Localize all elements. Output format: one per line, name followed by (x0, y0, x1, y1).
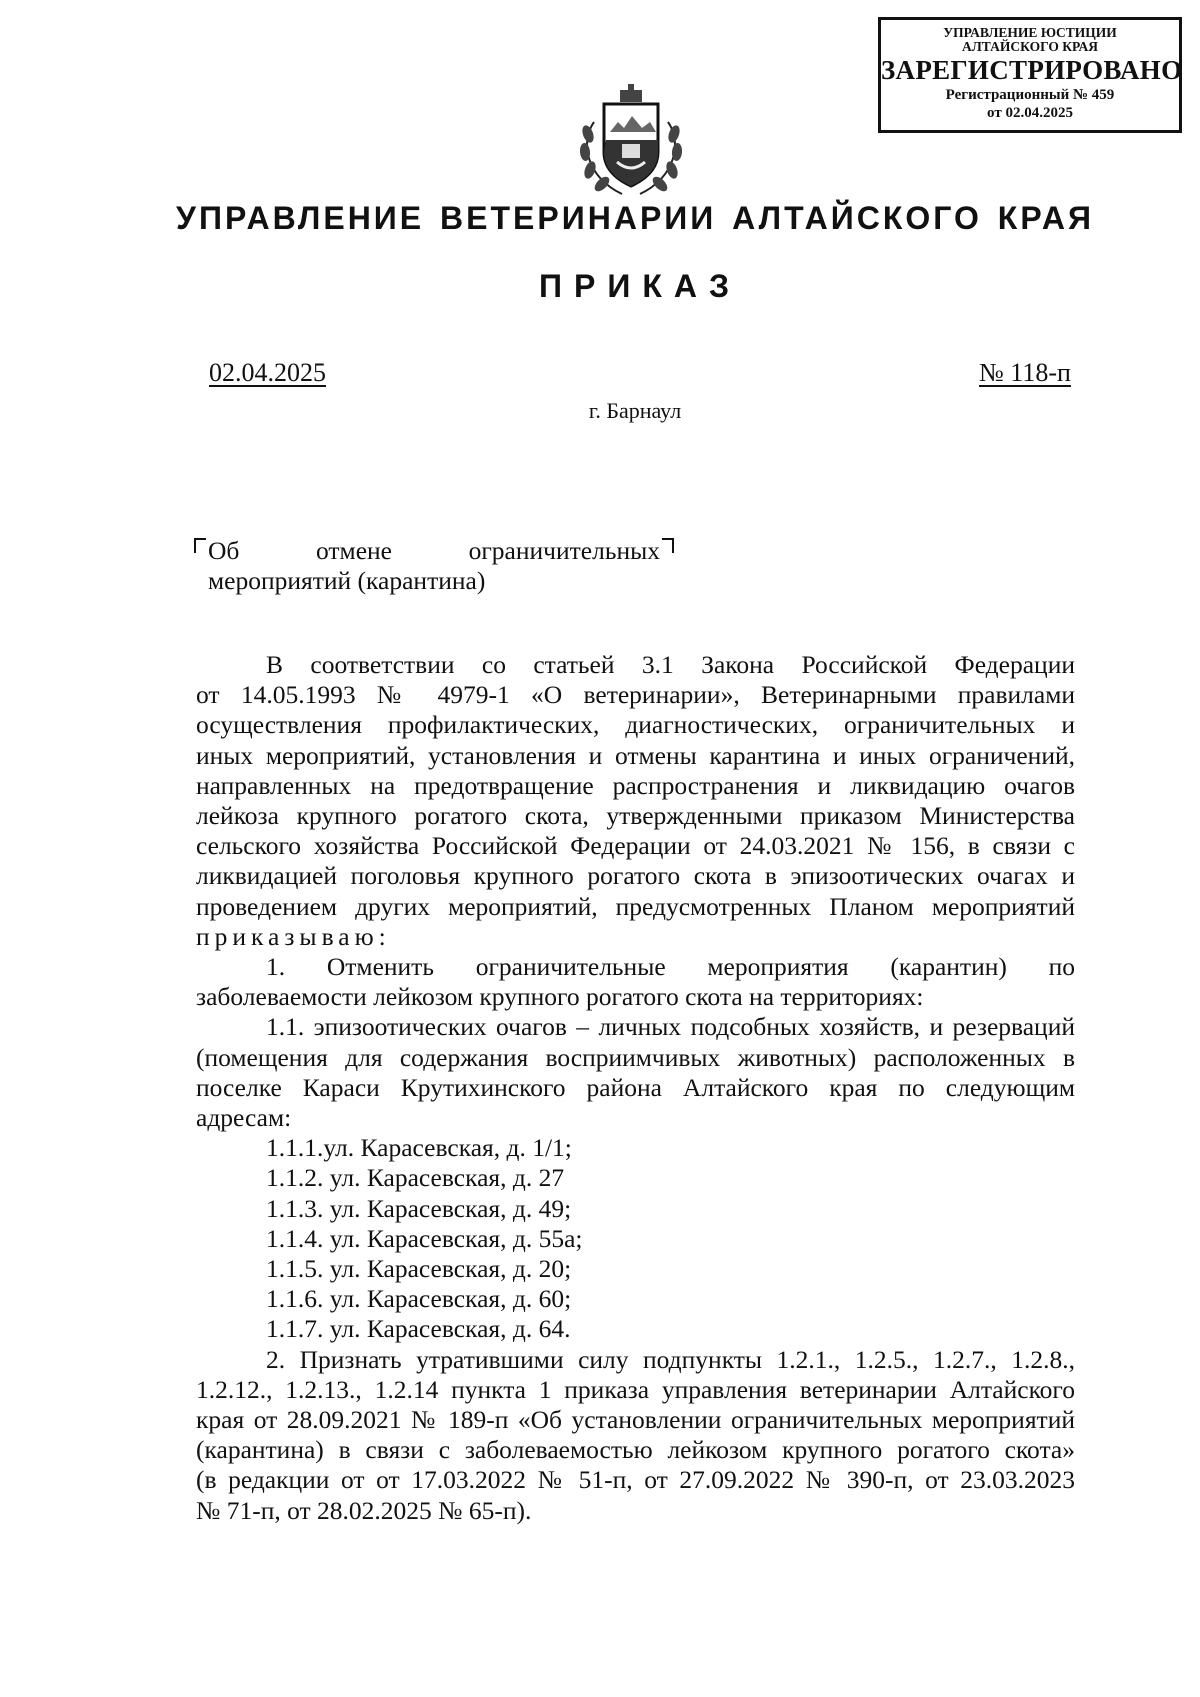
item-2-line: 2. Признать утратившими силу подпункты 1.2.1., 1.2.5., 1.2.7., 1.2.8., (266, 1344, 1075, 1374)
stamp-authority-line1: УПРАВЛЕНИЕ ЮСТИЦИИ (943, 25, 1117, 40)
order-city: г. Барнаул (588, 398, 682, 423)
subject-line-1 (208, 536, 660, 566)
preamble-line: ликвидацией поголовья крупного рогатого скота в эпизоотических очагах и (196, 861, 1075, 891)
address-item: 1.1.5. ул. Карасевская, д. 20; (266, 1254, 572, 1284)
item-1-1-line: 1.1. эпизоотических очагов – личных подсобных хозяйств, и резерваций (266, 1012, 1075, 1042)
preamble-line: от 14.05.1993 № 4979-1 «О ветеринарии», Ветеринарными правилами (196, 680, 1075, 710)
address-item: 1.1.4. ул. Карасевская, д. 55а; (266, 1223, 583, 1253)
preamble-line: В соответствии со статьей 3.1 Закона Российской Федерации (266, 650, 1075, 679)
stamp-reg-date: от 02.04.2025 (987, 105, 1073, 121)
order-number: № 118-п (979, 358, 1071, 387)
item-1-line: заболеваемости лейкозом крупного рогатого скота на территориях: (196, 982, 924, 1012)
item-2-line: (в редакции от от 17.03.2022 № 51-п, от 27.09.2022 № 390-п, от 23.03.2023 (196, 1465, 1075, 1495)
subject-word: отмене (316, 536, 392, 565)
item-2-line: края от 28.09.2021 № 189-п «Об установлении ограничительных мероприятий (196, 1405, 1075, 1435)
registration-stamp (878, 17, 1182, 133)
item-1-1-line: (помещения для содержания восприимчивых животных) расположенных в (196, 1042, 1075, 1072)
address-item: 1.1.2. ул. Карасевская, д. 27 (266, 1163, 565, 1193)
preamble-line: сельского хозяйства Российской Федерации от 24.03.2021 № 156, в связи с (196, 831, 1075, 861)
address-item: 1.1.1.ул. Карасевская, д. 1/1; (266, 1133, 572, 1163)
address-item: 1.1.7. ул. Карасевская, д. 64. (266, 1314, 571, 1344)
subject-bracket-right (662, 538, 674, 553)
order-body (196, 650, 1075, 1526)
order-subject (208, 536, 660, 596)
preamble-line: проведением других мероприятий, предусмотренных Планом мероприятий (196, 891, 1075, 921)
preamble-line: направленных на предотвращение распространения и ликвидацию очагов (196, 770, 1075, 800)
subject-line-2: мероприятий (карантина) (208, 566, 486, 595)
address-item: 1.1.3. ул. Карасевская, д. 49; (266, 1193, 572, 1223)
preamble-line: лейкоза крупного рогатого скота, утвержденными приказом Министерства (196, 801, 1075, 831)
coat-of-arms-icon (572, 82, 690, 200)
item-2-line: № 71-п, от 28.02.2025 № 65-п). (196, 1495, 532, 1525)
order-word: приказываю: (196, 921, 391, 951)
preamble-line: осуществления профилактических, диагностических, ограничительных и (196, 710, 1075, 740)
item-2-line: (карантина) в связи с заболеваемостью лейкозом крупного рогатого скота» (196, 1435, 1075, 1465)
item-1-1-line: поселке Караси Крутихинского района Алтайского края по следующим (196, 1072, 1075, 1102)
subject-bracket-left (194, 538, 206, 553)
item-1-1-line: адресам: (196, 1103, 292, 1133)
item-1-line: 1. Отменить ограничительные мероприятия (карантин) по (266, 952, 1075, 982)
subject-word: ограничительных (468, 536, 660, 565)
stamp-status: ЗАРЕГИСТРИРОВАНО (881, 55, 1183, 85)
document-type: ПРИКАЗ (538, 268, 742, 304)
order-date: 02.04.2025 (209, 358, 326, 387)
preamble-line: иных мероприятий, установления и отмены карантина и иных ограничений, (196, 740, 1075, 770)
item-2-line: 1.2.12., 1.2.13., 1.2.14 пункта 1 приказа управления ветеринарии Алтайского (196, 1374, 1075, 1404)
subject-word: Об (208, 536, 240, 565)
address-item: 1.1.6. ул. Карасевская, д. 60; (266, 1284, 572, 1314)
stamp-reg-number: Регистрационный № 459 (945, 87, 1115, 103)
stamp-authority-line2: АЛТАЙСКОГО КРАЯ (961, 39, 1099, 54)
organization-title: УПРАВЛЕНИЕ ВЕТЕРИНАРИИ АЛТАЙСКОГО КРАЯ (176, 200, 1094, 236)
